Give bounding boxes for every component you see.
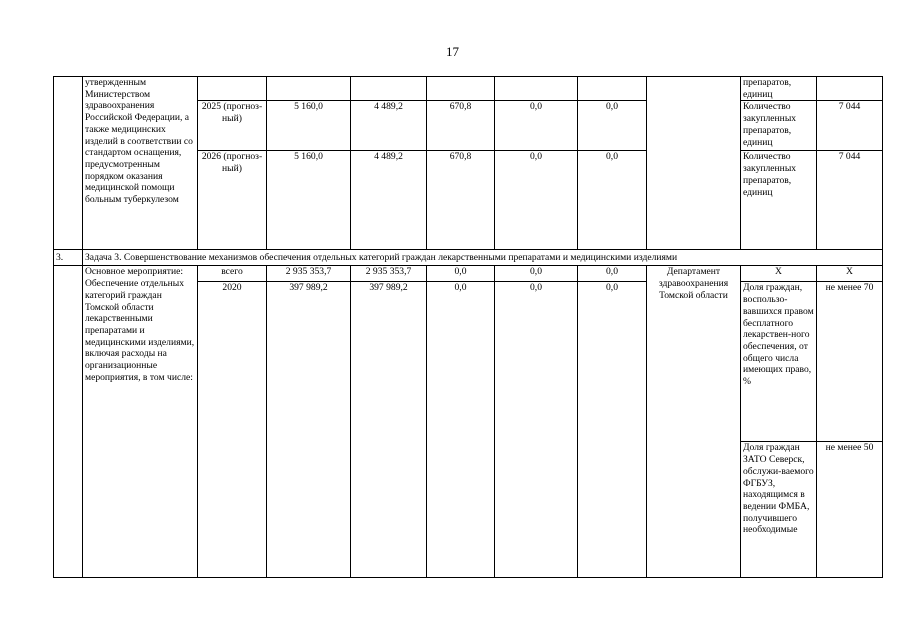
federal-cell: 0,0 xyxy=(427,266,495,282)
year-cell xyxy=(198,77,267,101)
federal-cell: 670,8 xyxy=(427,101,495,151)
indicator-value: Х xyxy=(817,266,883,282)
indicator-name: Количество закупленных препаратов, единиц xyxy=(741,151,817,250)
executor-cell xyxy=(647,77,741,250)
table-row xyxy=(54,266,883,282)
year-cell: всего xyxy=(198,266,267,282)
indicator-name: Доля граждан, воспользо-вавшихся правом бесплатного лекарствен-ного обеспечения, от общего числа имеющих право, % xyxy=(741,282,817,442)
indicator-value: 7 044 xyxy=(817,151,883,250)
total-cell: 5 160,0 xyxy=(267,151,351,250)
other-cell: 0,0 xyxy=(578,101,647,151)
year-cell: 2025 (прогноз-ный) xyxy=(198,101,267,151)
row-number-cell xyxy=(54,266,83,578)
other-cell: 0,0 xyxy=(578,151,647,250)
indicator-name: Доля граждан ЗАТО Северск, обслужи-ваемого ФГБУЗ, находящимся в ведении ФМБА, получившего необходимые xyxy=(741,442,817,578)
federal-cell: 670,8 xyxy=(427,151,495,250)
indicator-value: не менее 70 xyxy=(817,282,883,442)
activity-description: Основное мероприятие: Обеспечение отдельных категорий граждан Томской области лекарственными препаратами и медицинскими изделиями, включая расходы на организационные мероприятия, в том числе: xyxy=(83,266,198,578)
local-cell: 0,0 xyxy=(495,266,578,282)
indicator-name: Количество закупленных препаратов, единиц xyxy=(741,101,817,151)
table-row xyxy=(54,250,883,266)
indicator-value: не менее 50 xyxy=(817,442,883,578)
local-cell: 0,0 xyxy=(495,151,578,250)
regional-cell: 4 489,2 xyxy=(351,101,427,151)
task-title: Задача 3. Совершенствование механизмов обеспечения отдельных категорий граждан лекарственными препаратами и медицинскими изделиями xyxy=(83,250,883,266)
federal-cell xyxy=(427,77,495,101)
federal-cell: 0,0 xyxy=(427,282,495,578)
other-cell xyxy=(578,77,647,101)
total-cell xyxy=(267,77,351,101)
total-cell: 5 160,0 xyxy=(267,101,351,151)
row-number-cell xyxy=(54,77,83,250)
other-cell: 0,0 xyxy=(578,266,647,282)
indicator-value: 7 044 xyxy=(817,101,883,151)
table-row xyxy=(54,77,883,101)
local-cell: 0,0 xyxy=(495,101,578,151)
year-cell: 2020 xyxy=(198,282,267,578)
local-cell: 0,0 xyxy=(495,282,578,578)
year-cell: 2026 (прогноз-ный) xyxy=(198,151,267,250)
total-cell: 2 935 353,7 xyxy=(267,266,351,282)
regional-cell: 4 489,2 xyxy=(351,151,427,250)
task-number: 3. xyxy=(54,250,83,266)
activity-description: утвержденным Министерством здравоохранения Российской Федерации, а также медицинских изделий в соответствии со стандартом оснащения, предусмотренным порядком оказания медицинской помощи больным туберкулезом xyxy=(83,77,198,250)
total-cell: 397 989,2 xyxy=(267,282,351,578)
indicator-name: Х xyxy=(741,266,817,282)
local-cell xyxy=(495,77,578,101)
regional-cell: 397 989,2 xyxy=(351,282,427,578)
regional-cell xyxy=(351,77,427,101)
indicator-value xyxy=(817,77,883,101)
program-table xyxy=(53,76,883,578)
executor-cell: Департамент здравоохранения Томской области xyxy=(647,266,741,578)
other-cell: 0,0 xyxy=(578,282,647,578)
indicator-name: препаратов, единиц xyxy=(741,77,817,101)
regional-cell: 2 935 353,7 xyxy=(351,266,427,282)
page-number: 17 xyxy=(446,44,459,59)
